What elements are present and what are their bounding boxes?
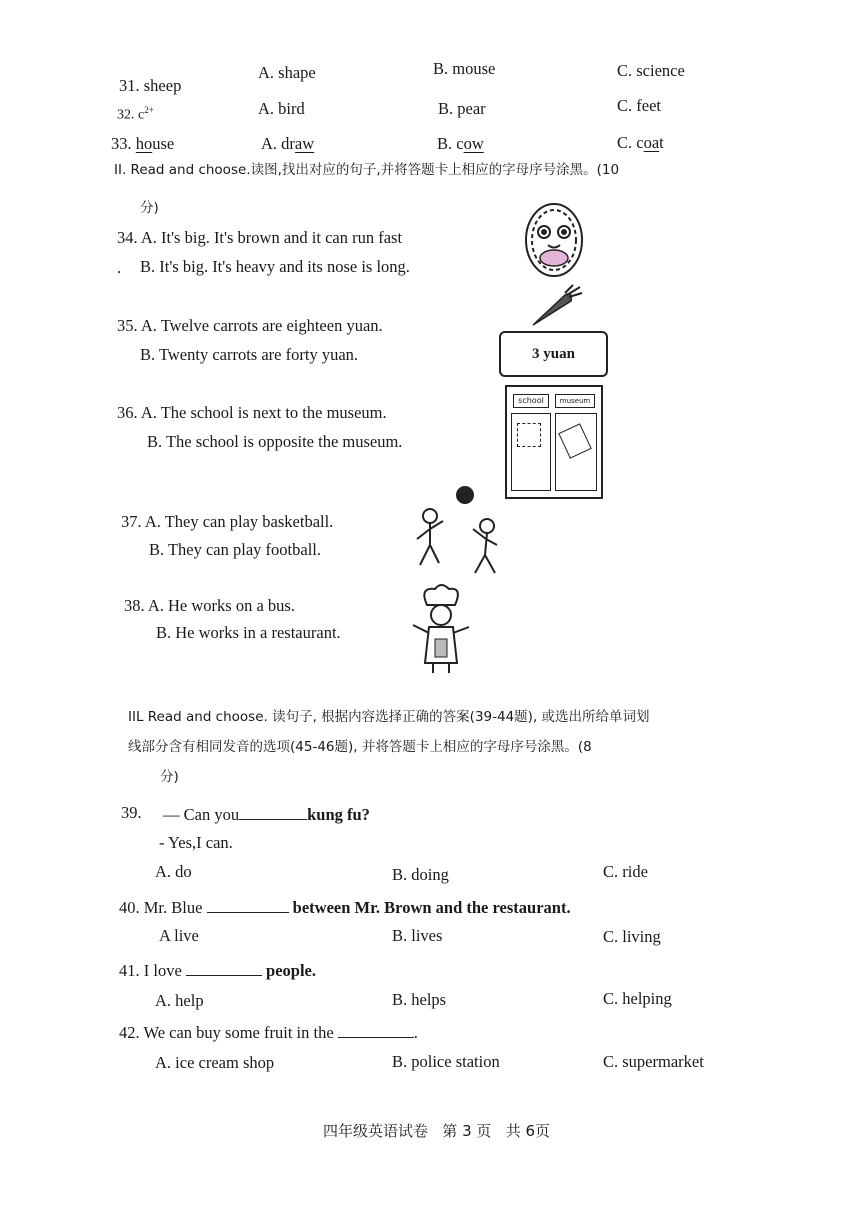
page-footer: 四年级英语试卷 第 3 页 共 6页: [323, 1122, 551, 1140]
school-sign: school: [513, 394, 549, 408]
q36-option-b: B. The school is opposite the museum.: [147, 432, 403, 451]
lion-picture: [521, 200, 587, 286]
q39-question: — Can you kung fu?: [163, 805, 370, 824]
chef-picture: [405, 583, 475, 675]
section3-heading-cont: 线部分含有相同发音的选项(45-46题), 并将答题卡上相应的字母序号涂黑。(8: [128, 739, 592, 755]
q33-option-a: A. draw: [261, 134, 315, 153]
q39-option-b: B. doing: [392, 865, 449, 884]
q41-option-b: B. helps: [392, 990, 447, 1009]
q32-word: 32. $c^{2+}$: [117, 105, 154, 123]
q42-option-b: B. police station: [392, 1052, 500, 1071]
q32-option-a: A. bird: [258, 99, 305, 118]
q39-option-c: C. ride: [603, 862, 648, 881]
q34-option-b: B. It's big. It's heavy and its nose is long.: [140, 257, 410, 276]
q31-option-b: B. mouse: [433, 59, 496, 78]
q39-reply: - Yes,I can.: [159, 833, 233, 852]
q31-option-c: C. science: [617, 61, 685, 80]
q41-option-a: A. help: [155, 991, 204, 1010]
q42-question: 42. We can buy some fruit in the .: [119, 1023, 418, 1042]
q31-word: 31. sheep: [119, 76, 182, 95]
q37-option-b: B. They can play football.: [149, 540, 321, 559]
q40-option-b: B. lives: [392, 926, 443, 945]
q37-option-a: 37. A. They can play basketball.: [121, 512, 334, 531]
q35-option-a: 35. A. Twelve carrots are eighteen yuan.: [117, 316, 383, 335]
window: [517, 423, 541, 447]
q39-number: 39.: [121, 803, 142, 822]
q38-option-b: B. He works in a restaurant.: [156, 623, 341, 642]
q33-word: 33. house: [111, 134, 175, 153]
q39-option-a: A. do: [155, 862, 192, 881]
carrot-picture: [525, 285, 585, 330]
kids-playing-picture: [405, 483, 503, 583]
q42-option-a: A. ice cream shop: [155, 1053, 275, 1072]
q40-option-c: C. living: [603, 927, 661, 946]
q33-option-c: C. coat: [617, 133, 664, 152]
price-tag: 3 yuan: [499, 331, 608, 377]
q33-option-b: B. cow: [437, 134, 484, 153]
section2-heading: II. Read and choose.读图,找出对应的句子,并将答题卡上相应的字母序号涂黑。(10: [114, 162, 620, 178]
q32-option-b: B. pear: [438, 99, 486, 118]
q41-question: 41. I love people.: [119, 961, 316, 980]
q42-option-c: C. supermarket: [603, 1052, 704, 1071]
q31-option-a: A. shape: [258, 63, 316, 82]
q36-option-a: 36. A. The school is next to the museum.: [117, 403, 387, 422]
school-museum-picture: [505, 385, 603, 499]
q34-dot: .: [117, 258, 122, 277]
section3-heading-cont2: 分): [160, 769, 179, 785]
q41-option-c: C. helping: [603, 989, 672, 1008]
museum-sign: museum: [555, 394, 595, 408]
q38-option-a: 38. A. He works on a bus.: [124, 596, 295, 615]
q35-option-b: B. Twenty carrots are forty yuan.: [140, 345, 359, 364]
q32-option-c: C. feet: [617, 96, 661, 115]
q34-option-a: 34. A. It's big. It's brown and it can run fast: [117, 228, 403, 247]
q40-question: 40. Mr. Blue between Mr. Brown and the restaurant.: [119, 898, 571, 917]
section2-heading-cont: 分): [140, 200, 159, 216]
q40-option-a: A live: [159, 926, 199, 945]
section3-heading: IIL Read and choose. 读句子, 根据内容选择正确的答案(39-44题), 或选出所给单词划: [128, 709, 650, 725]
